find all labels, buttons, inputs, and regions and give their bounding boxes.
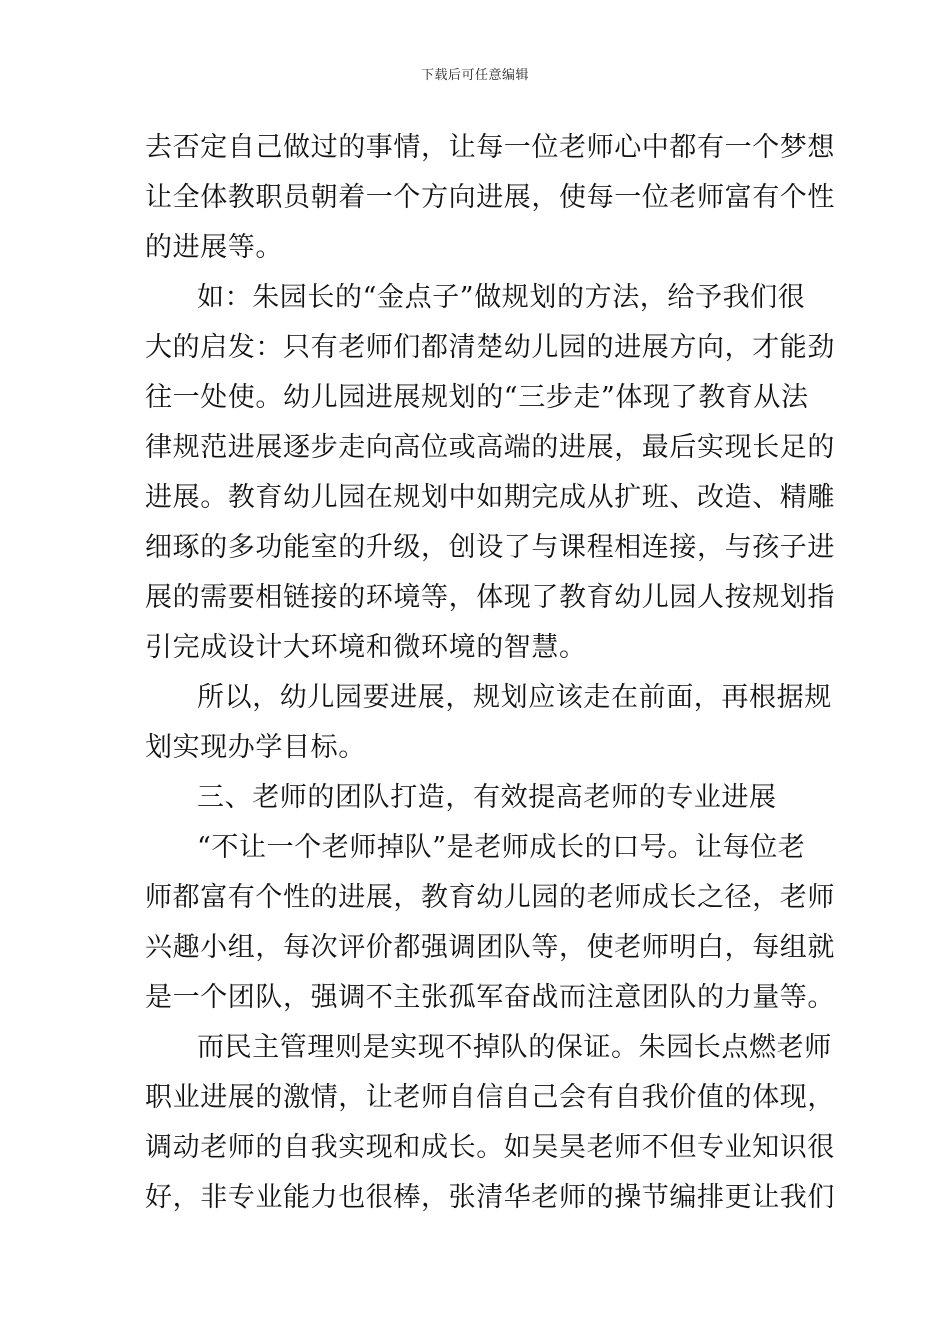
paragraph-first-line: 而民主管理则是实现不掉队的保证。朱园长点燃老师 xyxy=(197,1032,832,1063)
text-line: 让全体教职员朝着一个方向进展，使每一位老师富有个性 xyxy=(145,182,835,213)
document-body xyxy=(145,123,835,1223)
paragraph-first-line: 如：朱园长的“金点子”做规划的方法，给予我们很 xyxy=(197,282,806,313)
text-line: 划实现办学目标。 xyxy=(145,732,366,763)
text-line: 是一个团队，强调不主张孤军奋战而注意团队的力量等。 xyxy=(145,982,835,1013)
section-heading: 三、老师的团队打造，有效提高老师的专业进展 xyxy=(197,782,777,813)
paragraph-first-line: “不让一个老师掉队”是老师成长的口号。让每位老 xyxy=(197,832,806,863)
text-line: 往一处使。幼儿园进展规划的“三步走”体现了教育从法 xyxy=(145,382,809,413)
paragraph-first-line: 所以，幼儿园要进展，规划应该走在前面，再根据规 xyxy=(197,682,832,713)
page-header: 下载后可任意编辑 xyxy=(420,68,529,83)
text-line: 进展。教育幼儿园在规划中如期完成从扩班、改造、精雕 xyxy=(145,482,835,513)
text-line: 大的启发：只有老师们都清楚幼儿园的进展方向，才能劲 xyxy=(145,332,835,363)
text-line: 调动老师的自我实现和成长。如吴昊老师不但专业知识很 xyxy=(145,1132,835,1163)
text-line: 引完成设计大环境和微环境的智慧。 xyxy=(145,632,587,663)
text-line: 的进展等。 xyxy=(145,232,283,263)
text-line: 细琢的多功能室的升级，创设了与课程相连接，与孩子进 xyxy=(145,532,835,563)
text-line: 律规范进展逐步走向高位或高端的进展，最后实现长足的 xyxy=(145,432,835,463)
text-line: 去否定自己做过的事情，让每一位老师心中都有一个梦想 xyxy=(145,132,835,163)
text-line: 职业进展的激情，让老师自信自己会有自我价值的体现， xyxy=(145,1082,835,1113)
text-line: 好，非专业能力也很棒，张清华老师的操节编排更让我们 xyxy=(145,1182,835,1213)
text-line: 师都富有个性的进展，教育幼儿园的老师成长之径，老师 xyxy=(145,882,835,913)
text-line: 展的需要相链接的环境等，体现了教育幼儿园人按规划指 xyxy=(145,582,835,613)
text-line: 兴趣小组，每次评价都强调团队等，使老师明白，每组就 xyxy=(145,932,835,963)
